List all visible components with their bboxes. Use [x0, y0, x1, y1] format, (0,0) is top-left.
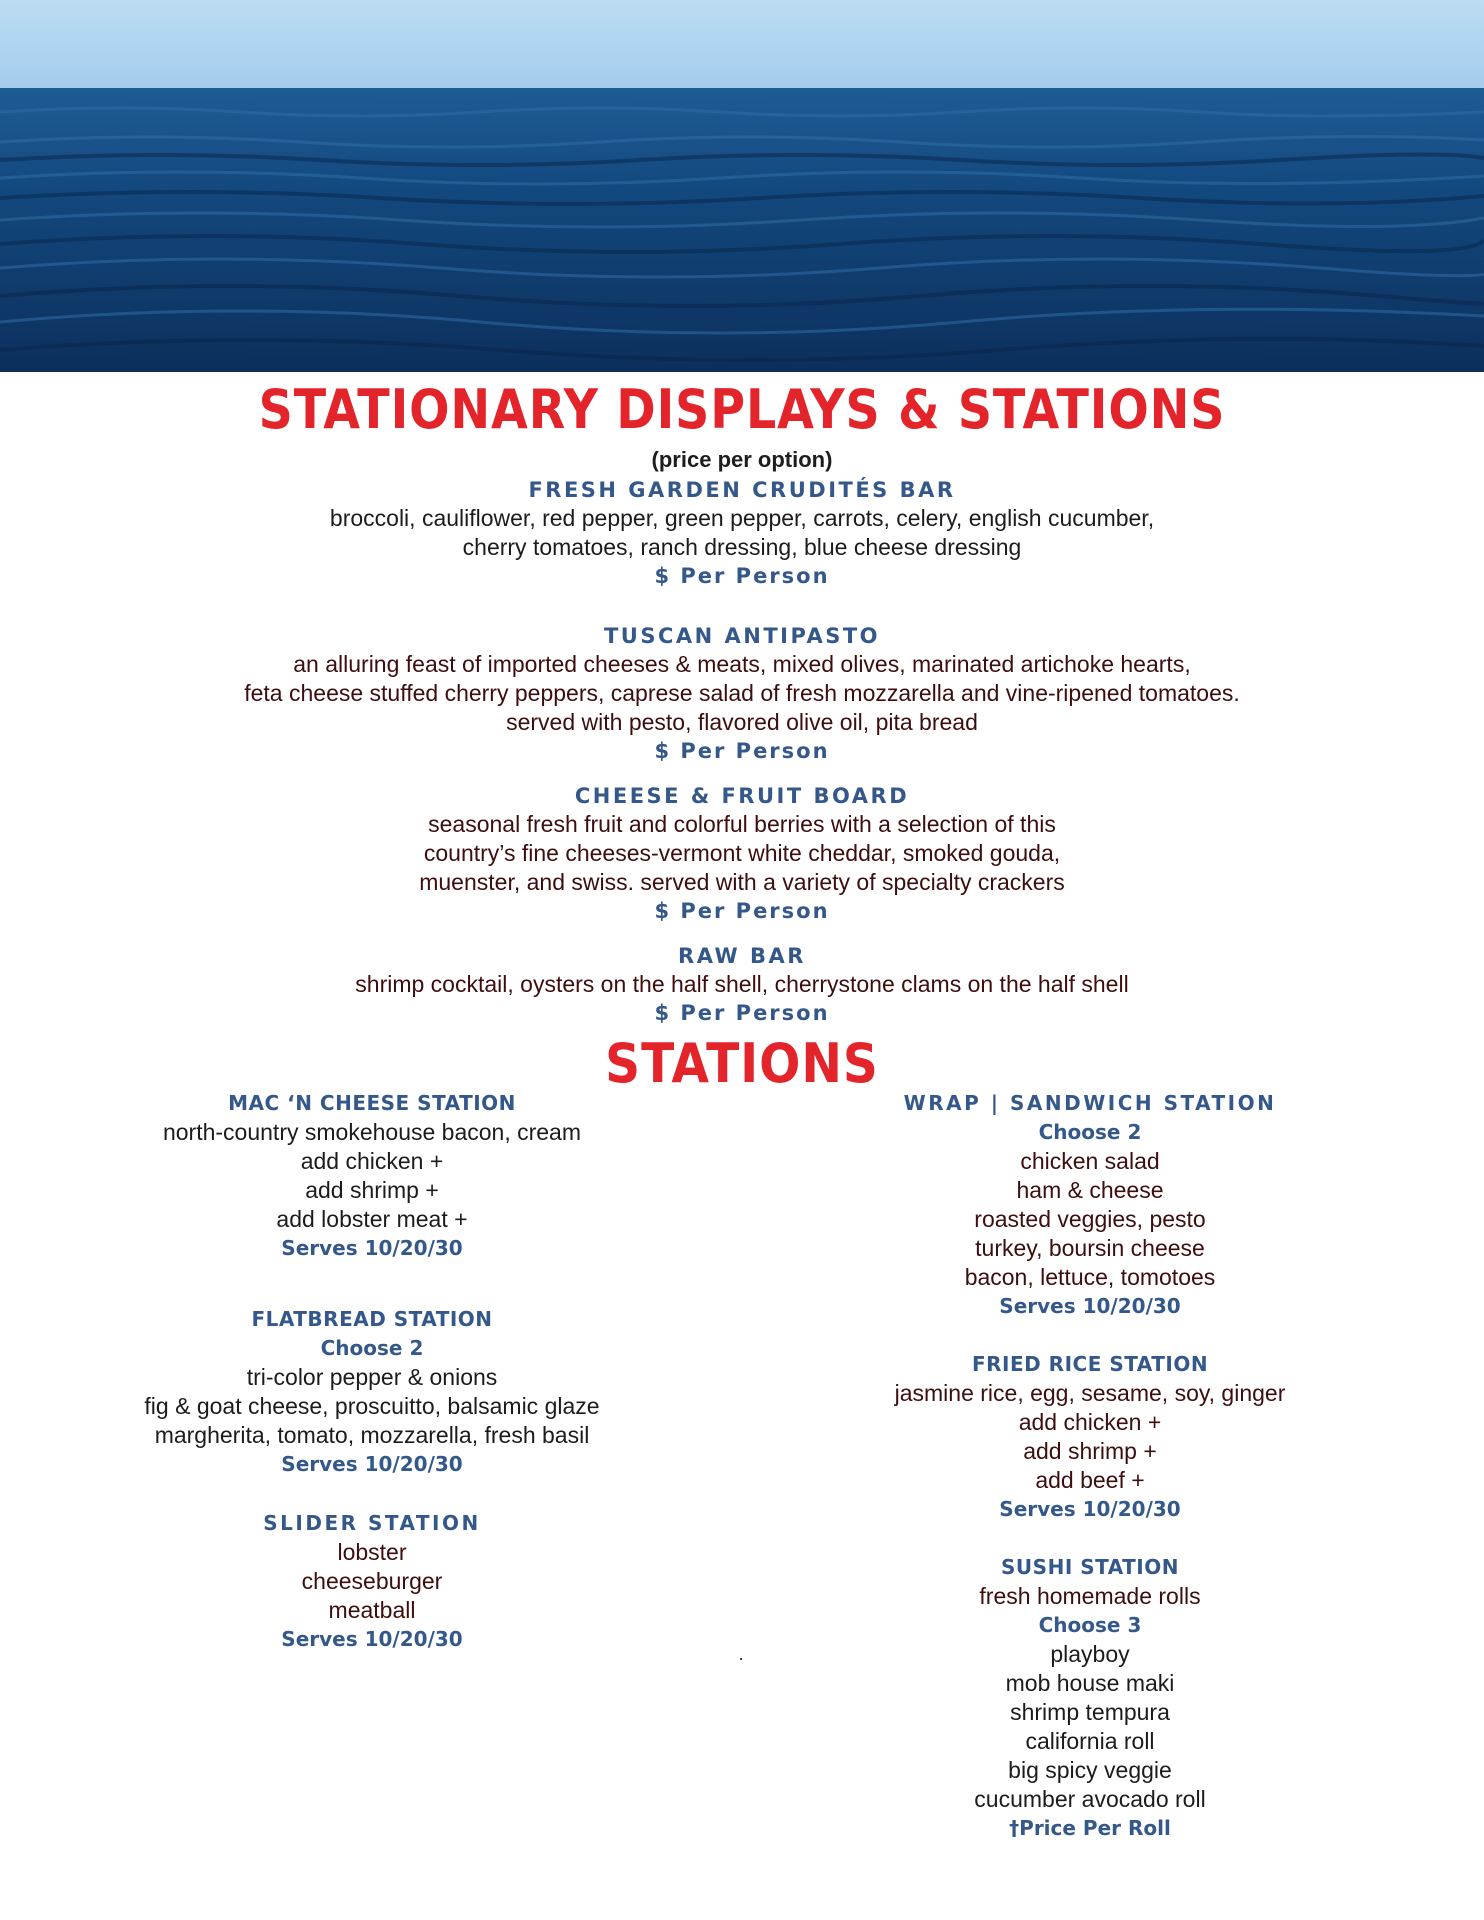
station-item: add lobster meat +: [276, 1206, 468, 1232]
display-price: $ Per Person: [654, 564, 830, 588]
station-wrap-sandwich: [800, 1089, 1380, 1321]
display-title: TUSCAN ANTIPASTO: [603, 624, 881, 648]
station-item: cheeseburger: [301, 1568, 443, 1594]
display-cheese-fruit: [0, 782, 1484, 926]
station-item: bacon, lettuce, tomotoes: [964, 1264, 1216, 1290]
display-desc-line: shrimp cocktail, oysters on the half shell, cherrystone clams on the half shell: [355, 971, 1129, 997]
station-serves: Serves 10/20/30: [281, 1452, 463, 1476]
station-item: add chicken +: [1018, 1409, 1162, 1435]
display-desc-line: an alluring feast of imported cheeses & meats, mixed olives, marinated artichoke hearts,: [293, 651, 1191, 677]
station-item: fig & goat cheese, proscuitto, balsamic glaze: [144, 1393, 600, 1419]
display-desc-line: country’s fine cheeses-vermont white cheddar, smoked gouda,: [423, 840, 1061, 866]
station-item: mob house maki: [1005, 1670, 1175, 1696]
display-desc-line: served with pesto, flavored olive oil, pita bread: [506, 709, 978, 735]
station-flatbread: [80, 1305, 664, 1479]
station-title: WRAP | SANDWICH STATION: [903, 1091, 1277, 1115]
station-price-note: †Price Per Roll: [1009, 1816, 1171, 1840]
station-intro: fresh homemade rolls: [979, 1583, 1201, 1609]
station-item: shrimp tempura: [1010, 1699, 1170, 1725]
station-item: jasmine rice, egg, sesame, soy, ginger: [894, 1380, 1286, 1406]
display-price: $ Per Person: [654, 899, 830, 923]
station-item: big spicy veggie: [1008, 1757, 1172, 1783]
station-item: add shrimp +: [305, 1177, 439, 1203]
station-fried-rice: [800, 1350, 1380, 1524]
price-note: (price per option): [651, 447, 833, 472]
display-desc-line: muenster, and swiss. served with a variety of specialty crackers: [419, 869, 1065, 895]
station-title: SUSHI STATION: [1001, 1555, 1179, 1579]
display-title: CHEESE & FRUIT BOARD: [574, 784, 910, 808]
station-item: roasted veggies, pesto: [974, 1206, 1206, 1232]
station-choose: Choose 2: [320, 1336, 424, 1360]
station-serves: Serves 10/20/30: [999, 1497, 1181, 1521]
display-desc-line: feta cheese stuffed cherry peppers, caprese salad of fresh mozzarella and vine-ripened tomatoes.: [244, 680, 1240, 706]
hero-ocean-image: [0, 0, 1484, 372]
station-item: margherita, tomato, mozzarella, fresh basil: [154, 1422, 590, 1448]
station-title: FRIED RICE STATION: [971, 1352, 1209, 1376]
station-choose: Choose 2: [1038, 1120, 1142, 1144]
station-serves: Serves 10/20/30: [999, 1294, 1181, 1318]
station-item: add chicken +: [300, 1148, 444, 1174]
station-title: SLIDER STATION: [263, 1511, 481, 1535]
station-sushi: [800, 1553, 1380, 1843]
station-item: chicken salad: [1020, 1148, 1160, 1174]
station-serves: Serves 10/20/30: [281, 1627, 463, 1651]
display-title: RAW BAR: [678, 944, 806, 968]
station-title: FLATBREAD STATION: [251, 1307, 493, 1331]
display-price: $ Per Person: [654, 1001, 830, 1025]
station-item: add beef +: [1035, 1467, 1145, 1493]
station-item: california roll: [1025, 1728, 1155, 1754]
page-title: STATIONARY DISPLAYS & STATIONS: [258, 378, 1226, 441]
station-item: add shrimp +: [1023, 1438, 1157, 1464]
display-title: FRESH GARDEN CRUDITÉS BAR: [528, 478, 956, 502]
station-item: turkey, boursin cheese: [975, 1235, 1205, 1261]
station-slider: [80, 1509, 664, 1654]
station-item: meatball: [328, 1597, 416, 1623]
station-serves: Serves 10/20/30: [281, 1236, 463, 1260]
station-item: playboy: [1050, 1641, 1130, 1667]
stations-title: STATIONS: [605, 1032, 879, 1095]
stray-dot: [740, 1658, 742, 1660]
station-item: north-country smokehouse bacon, cream: [162, 1119, 582, 1145]
station-item: ham & cheese: [1016, 1177, 1164, 1203]
display-raw-bar: [0, 942, 1484, 1028]
station-title: MAC ‘N CHEESE STATION: [228, 1091, 516, 1115]
station-choose: Choose 3: [1038, 1613, 1142, 1637]
station-mac-cheese: [80, 1089, 664, 1263]
display-price: $ Per Person: [654, 739, 830, 763]
display-crudites: [0, 476, 1484, 591]
display-antipasto: [0, 622, 1484, 766]
station-item: tri-color pepper & onions: [246, 1364, 498, 1390]
display-desc-line: broccoli, cauliflower, red pepper, green pepper, carrots, celery, english cucumber,: [329, 505, 1155, 531]
station-item: cucumber avocado roll: [974, 1786, 1206, 1812]
display-desc-line: seasonal fresh fruit and colorful berries with a selection of this: [428, 811, 1056, 837]
station-item: lobster: [337, 1539, 407, 1565]
display-desc-line: cherry tomatoes, ranch dressing, blue cheese dressing: [462, 534, 1022, 560]
